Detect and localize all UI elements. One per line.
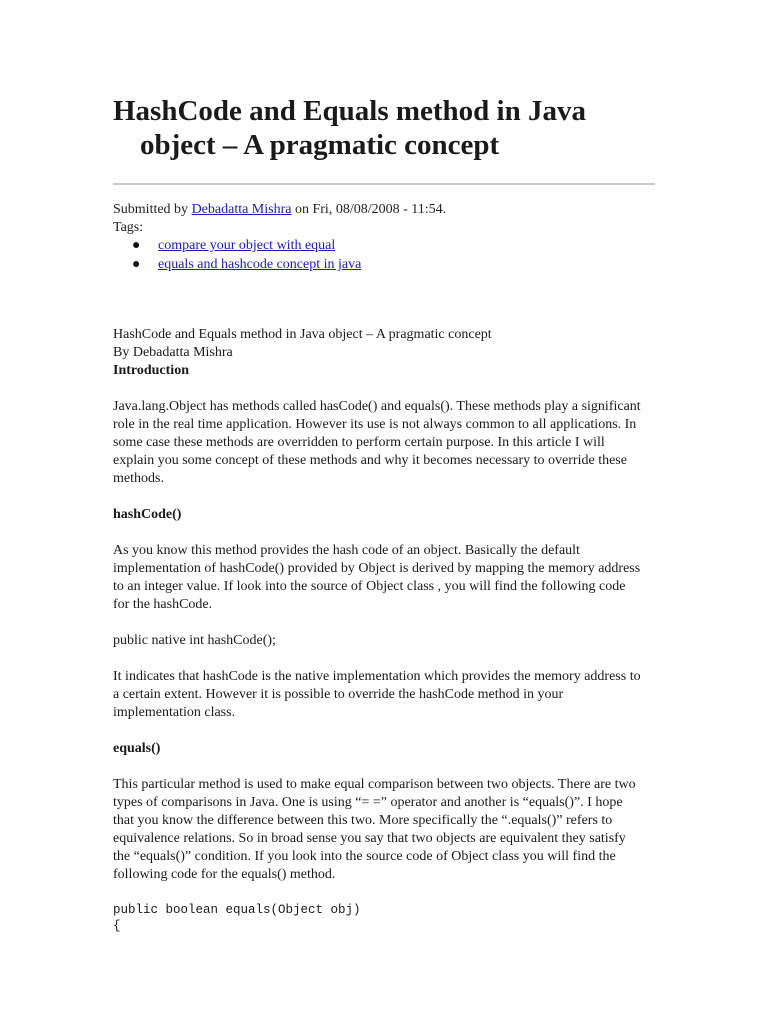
equals-paragraph: This particular method is used to make equal comparison between two objects. There are two types of comparisons in Java. One is using “= =” operator and another is “equals()”. I hope that you know the difference between this two. More specifically the “.equals()” refers to equivalence relations. So in broad sense you say that two objects are equivalent they satisfy the “equals()” condition. If you look into the source code of Object class you will find the following code for the equals() method. [113,777,636,882]
hashcode-heading: hashCode() [113,507,182,522]
hashcode-paragraph-2: It indicates that hashCode is the native implementation which provides the memory address to a certain extent. However it is possible to override the hashCode method in your implementation class. [113,669,641,720]
title-divider [113,183,655,185]
code-line-2: { [113,919,121,933]
bullet-icon: ● [132,238,141,253]
submitted-by-label: Submitted by [113,202,189,217]
code-line-1: public boolean equals(Object obj) [113,903,361,917]
hashcode-paragraph: As you know this method provides the hash code of an object. Basically the default implementation of hashCode() provided by Object is derived by mapping the memory address to an integer value. If look into the source of Object class , you will find the following code for the hashCode. [113,543,641,612]
hashcode-signature: public native int hashCode(); [113,633,276,648]
introduction-paragraph: Java.lang.Object has methods called hasCode() and equals(). These methods play a significant role in the real time application. However its use is not always common to all applications. In some case these methods are overridden to perform certain purpose. In this article I will explain you some concept of these methods and why it becomes necessary to override these methods. [113,399,641,486]
title-line-2: object – A pragmatic concept [140,129,500,161]
tag-item [113,236,673,255]
equals-heading: equals() [113,741,161,756]
introduction-heading: Introduction [113,363,189,378]
page-title [113,94,673,162]
tag-link-compare[interactable]: compare your object with equal [158,238,336,253]
tags-list [113,236,673,274]
tag-item [113,255,673,274]
submission-date: on Fri, 08/08/2008 - 11:54. [294,202,447,217]
tags-label: Tags: [113,220,144,235]
article-byline: By Debadatta Mishra [113,345,233,360]
submission-info [113,201,673,237]
article-heading: HashCode and Equals method in Java object – A pragmatic concept [113,327,492,342]
author-link[interactable]: Debadatta Mishra [191,202,292,217]
title-line-1: HashCode and Equals method in Java [113,95,586,127]
tag-link-equals-hashcode[interactable]: equals and hashcode concept in java [158,257,362,272]
article-body [113,326,643,934]
bullet-icon: ● [132,257,141,272]
